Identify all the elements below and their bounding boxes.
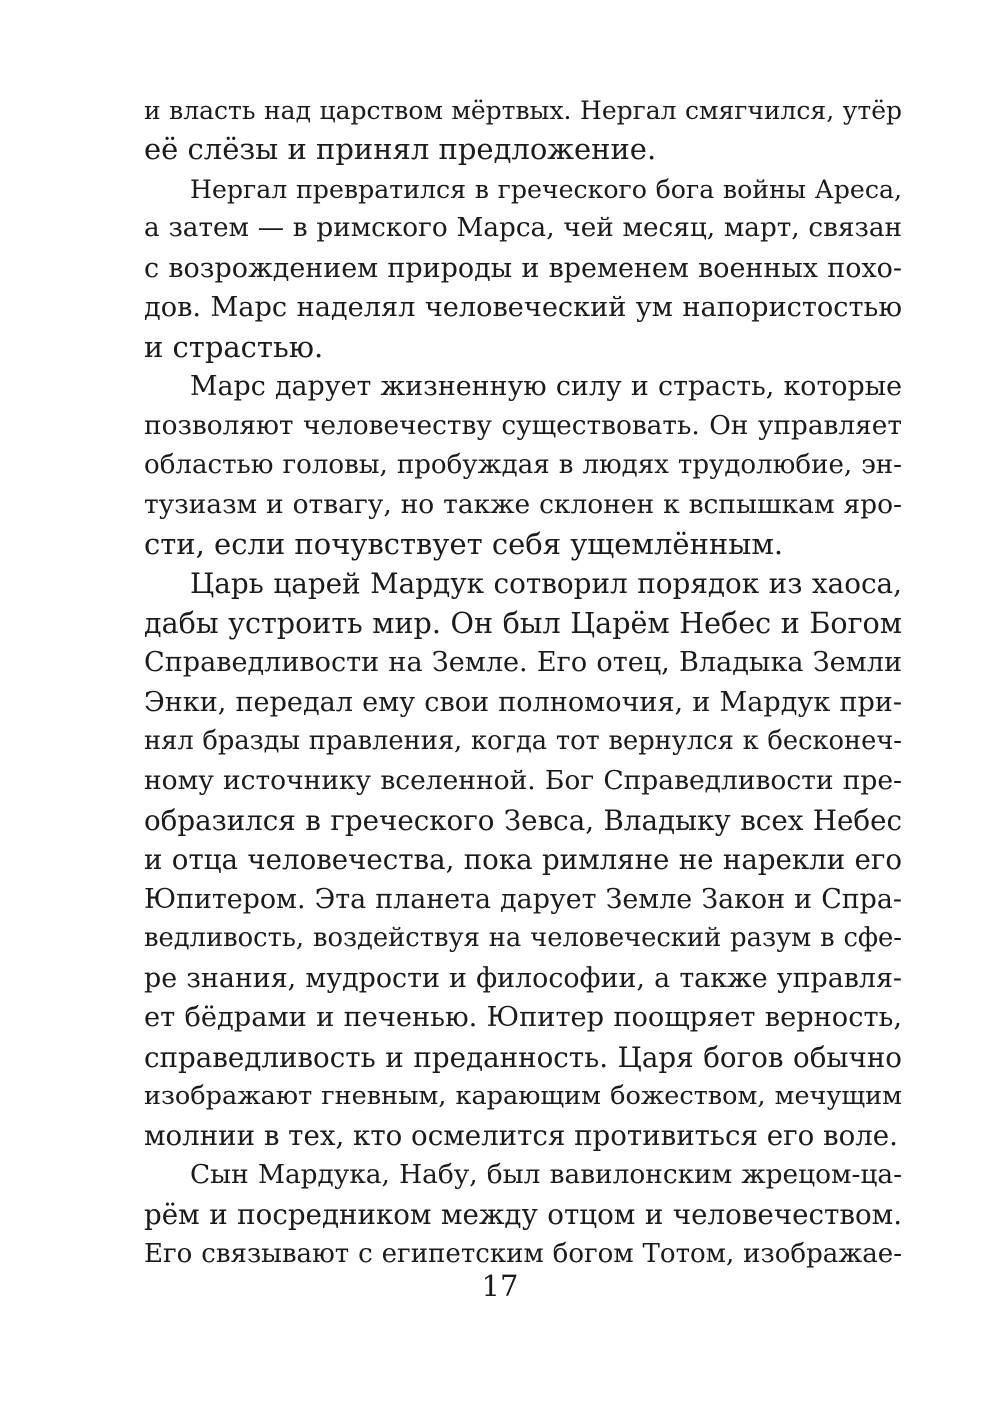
text-line: Царь царей Мардук сотворил порядок из хаоса, xyxy=(190,567,902,601)
text-line: Сын Мардука, Набу, был вавилонским жрецом-ца- xyxy=(190,1159,902,1190)
text-line: а затем — в римского Марса, чей месяц, март, связан xyxy=(144,213,902,244)
text-line: дабы устроить мир. Он был Царём Небес и Богом xyxy=(144,605,902,640)
text-line: и страстью. xyxy=(144,329,324,364)
text-line: рём и посредником между отцом и человечеством. xyxy=(144,1198,902,1232)
text-line: Его связывают с египетским богом Тотом, изображае- xyxy=(144,1238,902,1269)
text-line: нял бразды правления, когда тот вернулся к бесконеч- xyxy=(144,726,902,756)
text-line: ре знания, мудрости и философии, а также управля- xyxy=(144,962,902,994)
text-line: сти, если почувствует себя ущемлённым. xyxy=(144,526,784,561)
text-line: и отца человечества, пока римляне не нарекли его xyxy=(144,843,902,877)
text-line: её слёзы и принял предложение. xyxy=(144,132,657,167)
text-line: Нергал превратился в греческого бога войны Ареса, xyxy=(190,174,902,204)
text-line: ведливость, воздействуя на человеческий разум в сфе- xyxy=(144,923,902,954)
text-line: и власть над царством мёртвых. Нергал смягчился, утёр xyxy=(144,96,902,125)
text-line: справедливость и преданность. Царя богов обычно xyxy=(144,1040,902,1074)
text-line: Справедливости на Земле. Его отец, Владыка Земли xyxy=(144,647,902,679)
text-line: Энки, передал ему свои полномочия, и Мардук при- xyxy=(144,686,902,718)
text-line: Марс дарует жизненную силу и страсть, которые xyxy=(190,371,902,403)
text-line: молнии в тех, кто осмелится противиться его воле. xyxy=(144,1119,898,1153)
text-line: Юпитером. Эта планета дарует Земле Закон и Спра- xyxy=(144,883,902,915)
page-number: 17 xyxy=(481,1269,519,1303)
text-line: дов. Марс наделял человеческий ум напористостью xyxy=(144,292,902,324)
text-line: с возрождением природы и временем военных похо- xyxy=(144,252,902,284)
text-line: тузиазм и отвагу, но также склонен к вспышкам яро- xyxy=(144,489,902,521)
text-line: областью головы, пробуждая в людях трудолюбие, эн- xyxy=(144,449,902,480)
text-line: изображают гневным, карающим божеством, мечущим xyxy=(144,1080,902,1111)
text-line: образился в греческого Зевса, Владыку всех Небес xyxy=(144,803,902,837)
text-line: позволяют человечеству существовать. Он управляет xyxy=(144,410,902,441)
text-line: ному источнику вселенной. Бог Справедливости пре- xyxy=(144,765,902,797)
text-line: ет бёдрами и печенью. Юпитер поощряет верность, xyxy=(144,1002,902,1034)
body-text xyxy=(144,91,902,1274)
